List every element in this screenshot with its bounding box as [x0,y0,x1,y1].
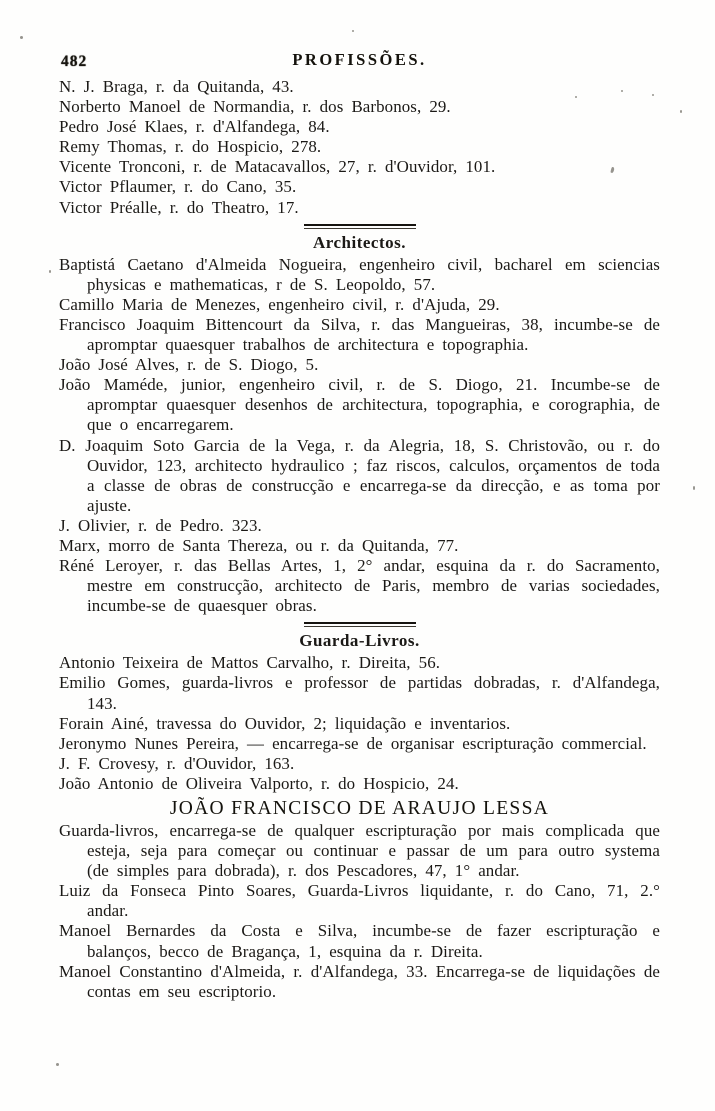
featured-name-heading: JOÃO FRANCISCO DE ARAUJO LESSA [169,798,550,819]
directory-entry: Baptistá Caetano d'Almeida Nogueira, engenheiro civil, bacharel em sciencias physicas e mathematicas, r de S. Leopoldo, 57. [59,254,660,294]
scan-speck [352,30,354,32]
directory-entry: Remy Thomas, r. do Hospicio, 278. [59,137,322,157]
scan-speck [680,110,682,113]
scan-speck [49,270,51,273]
scan-speck [693,486,695,490]
section-heading: Guarda-Livros. [299,631,420,651]
page-number: 482 [61,53,88,70]
scan-speck [652,94,654,96]
directory-entry: D. Joaquim Soto Garcia de la Vega, r. da Alegria, 18, S. Christovão, ou r. do Ouvidor, 123, architecto hydraulico ; faz riscos, calculos, orçamentos de toda a classe de obras de construcção e encarrega-se da direcção, e as toma por ajuste. [59,435,660,515]
directory-entry: Manoel Bernardes da Costa e Silva, incumbe-se de fazer escripturação e balanços, becco de Bragança, 1, esquina da r. Direita. [59,921,660,961]
directory-entry: Norberto Manoel de Normandia, r. dos Barbonos, 29. [59,97,451,117]
directory-entry: Camillo Maria de Menezes, engenheiro civil, r. d'Ajuda, 29. [59,294,500,314]
scan-speck [575,96,577,98]
directory-entry: Pedro José Klaes, r. d'Alfandega, 84. [59,117,330,137]
directory-entry: Jeronymo Nunes Pereira, — encarrega-se de organisar escripturação commercial. [59,733,647,753]
directory-entry: Réné Leroyer, r. das Bellas Artes, 1, 2° andar, esquina da r. do Sacramento, mestre em construcção, architecto de Paris, membro de varias sociedades, incumbe-se de quaesquer obras. [59,556,660,616]
directory-entry: J. Olivier, r. de Pedro. 323. [59,515,262,535]
directory-entry: João José Alves, r. de S. Diogo, 5. [59,355,319,375]
directory-entry: João Maméde, junior, engenheiro civil, r. de S. Diogo, 21. Incumbe-se de apromptar quaesquer desenhos de architectura, topographia, e corographia, de que o encarregarem. [59,375,660,435]
section-heading: Architectos. [312,232,407,252]
directory-entry: Francisco Joaquim Bittencourt da Silva, r. das Mangueiras, 38, incumbe-se de apromptar quaesquer trabalhos de architectura e topographia. [59,314,660,355]
directory-entry: Victor Préalle, r. do Theatro, 17. [59,197,299,217]
directory-entry: Emilio Gomes, guarda-livros e professor de partidas dobradas, r. d'Alfandega, 143. [59,673,660,713]
page-header [59,50,660,74]
page-content [59,77,660,1002]
directory-entry: Victor Pflaumer, r. do Cano, 35. [59,177,297,197]
directory-entry: Guarda-livros, encarrega-se de qualquer escripturação por mais complicada que esteja, seja para começar ou continuar e passar de um para outro systema (de simples para dobrada), r. dos Pescadores, 47, 1° andar. [59,821,660,881]
directory-entry: João Antonio de Oliveira Valporto, r. do Hospicio, 24. [59,773,459,793]
directory-entry: J. F. Crovesy, r. d'Ouvidor, 163. [59,753,295,773]
scan-speck [20,36,23,39]
directory-entry: Manoel Constantino d'Almeida, r. d'Alfandega, 33. Encarrega-se de liquidações de contas em seu escriptorio. [59,961,660,1001]
section-divider-rule [304,224,416,229]
directory-entry: Luiz da Fonseca Pinto Soares, Guarda-Livros liquidante, r. do Cano, 71, 2.° andar. [59,881,660,921]
scan-speck [56,1063,59,1066]
directory-entry: Vicente Tronconi, r. de Matacavallos, 27, r. d'Ouvidor, 101. [59,157,496,177]
directory-entry: Marx, morro de Santa Thereza, ou r. da Quitanda, 77. [59,535,459,555]
scan-speck [621,90,623,92]
directory-entry: Antonio Teixeira de Mattos Carvalho, r. Direita, 56. [59,653,441,673]
directory-entry: Forain Ainé, travessa do Ouvidor, 2; liquidação e inventarios. [59,713,511,733]
section-divider-rule [304,622,416,627]
directory-entry: N. J. Braga, r. da Quitanda, 43. [59,77,294,96]
running-title: PROFISSÕES. [292,50,427,69]
